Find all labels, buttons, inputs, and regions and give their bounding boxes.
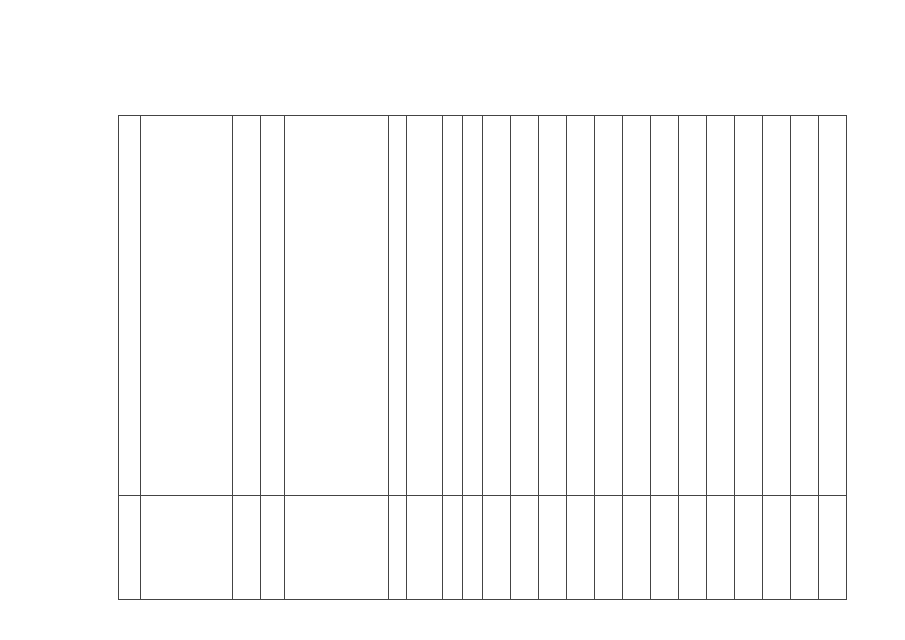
table-cell	[679, 116, 707, 496]
numbering-row	[119, 496, 847, 600]
table-cell	[595, 496, 623, 600]
table-cell	[389, 116, 407, 496]
table-cell	[651, 496, 679, 600]
table-cell	[707, 116, 735, 496]
table-cell	[623, 496, 651, 600]
table-cell	[763, 116, 791, 496]
table-cell	[389, 496, 407, 600]
table-cell	[539, 496, 567, 600]
table-cell	[819, 116, 847, 496]
table-cell	[141, 116, 233, 496]
table-cell	[567, 496, 595, 600]
table-cell	[407, 116, 443, 496]
table-cell	[623, 116, 651, 496]
table-cell	[443, 116, 463, 496]
table-cell	[735, 496, 763, 600]
table-cell	[567, 116, 595, 496]
table-cell	[233, 496, 261, 600]
table-cell	[483, 496, 511, 600]
table-cell	[261, 116, 285, 496]
table-cell	[819, 496, 847, 600]
table-body	[119, 116, 847, 600]
program-table	[118, 115, 847, 600]
table-cell	[791, 496, 819, 600]
table-cell	[539, 116, 567, 496]
table-cell	[511, 496, 539, 600]
table-cell	[483, 116, 511, 496]
table-cell	[233, 116, 261, 496]
table-cell	[595, 116, 623, 496]
table-cell	[651, 116, 679, 496]
table-cell	[285, 116, 389, 496]
table-cell	[707, 496, 735, 600]
table-cell	[463, 116, 483, 496]
header-row	[119, 116, 847, 496]
table-cell	[141, 496, 233, 600]
table-cell	[261, 496, 285, 600]
table-cell	[407, 496, 443, 600]
table-cell	[285, 496, 389, 600]
table-cell	[735, 116, 763, 496]
table-cell	[443, 496, 463, 600]
table-cell	[119, 496, 141, 600]
table-cell	[679, 496, 707, 600]
table-cell	[119, 116, 141, 496]
table-cell	[791, 116, 819, 496]
table-cell	[511, 116, 539, 496]
table-cell	[463, 496, 483, 600]
table-cell	[763, 496, 791, 600]
